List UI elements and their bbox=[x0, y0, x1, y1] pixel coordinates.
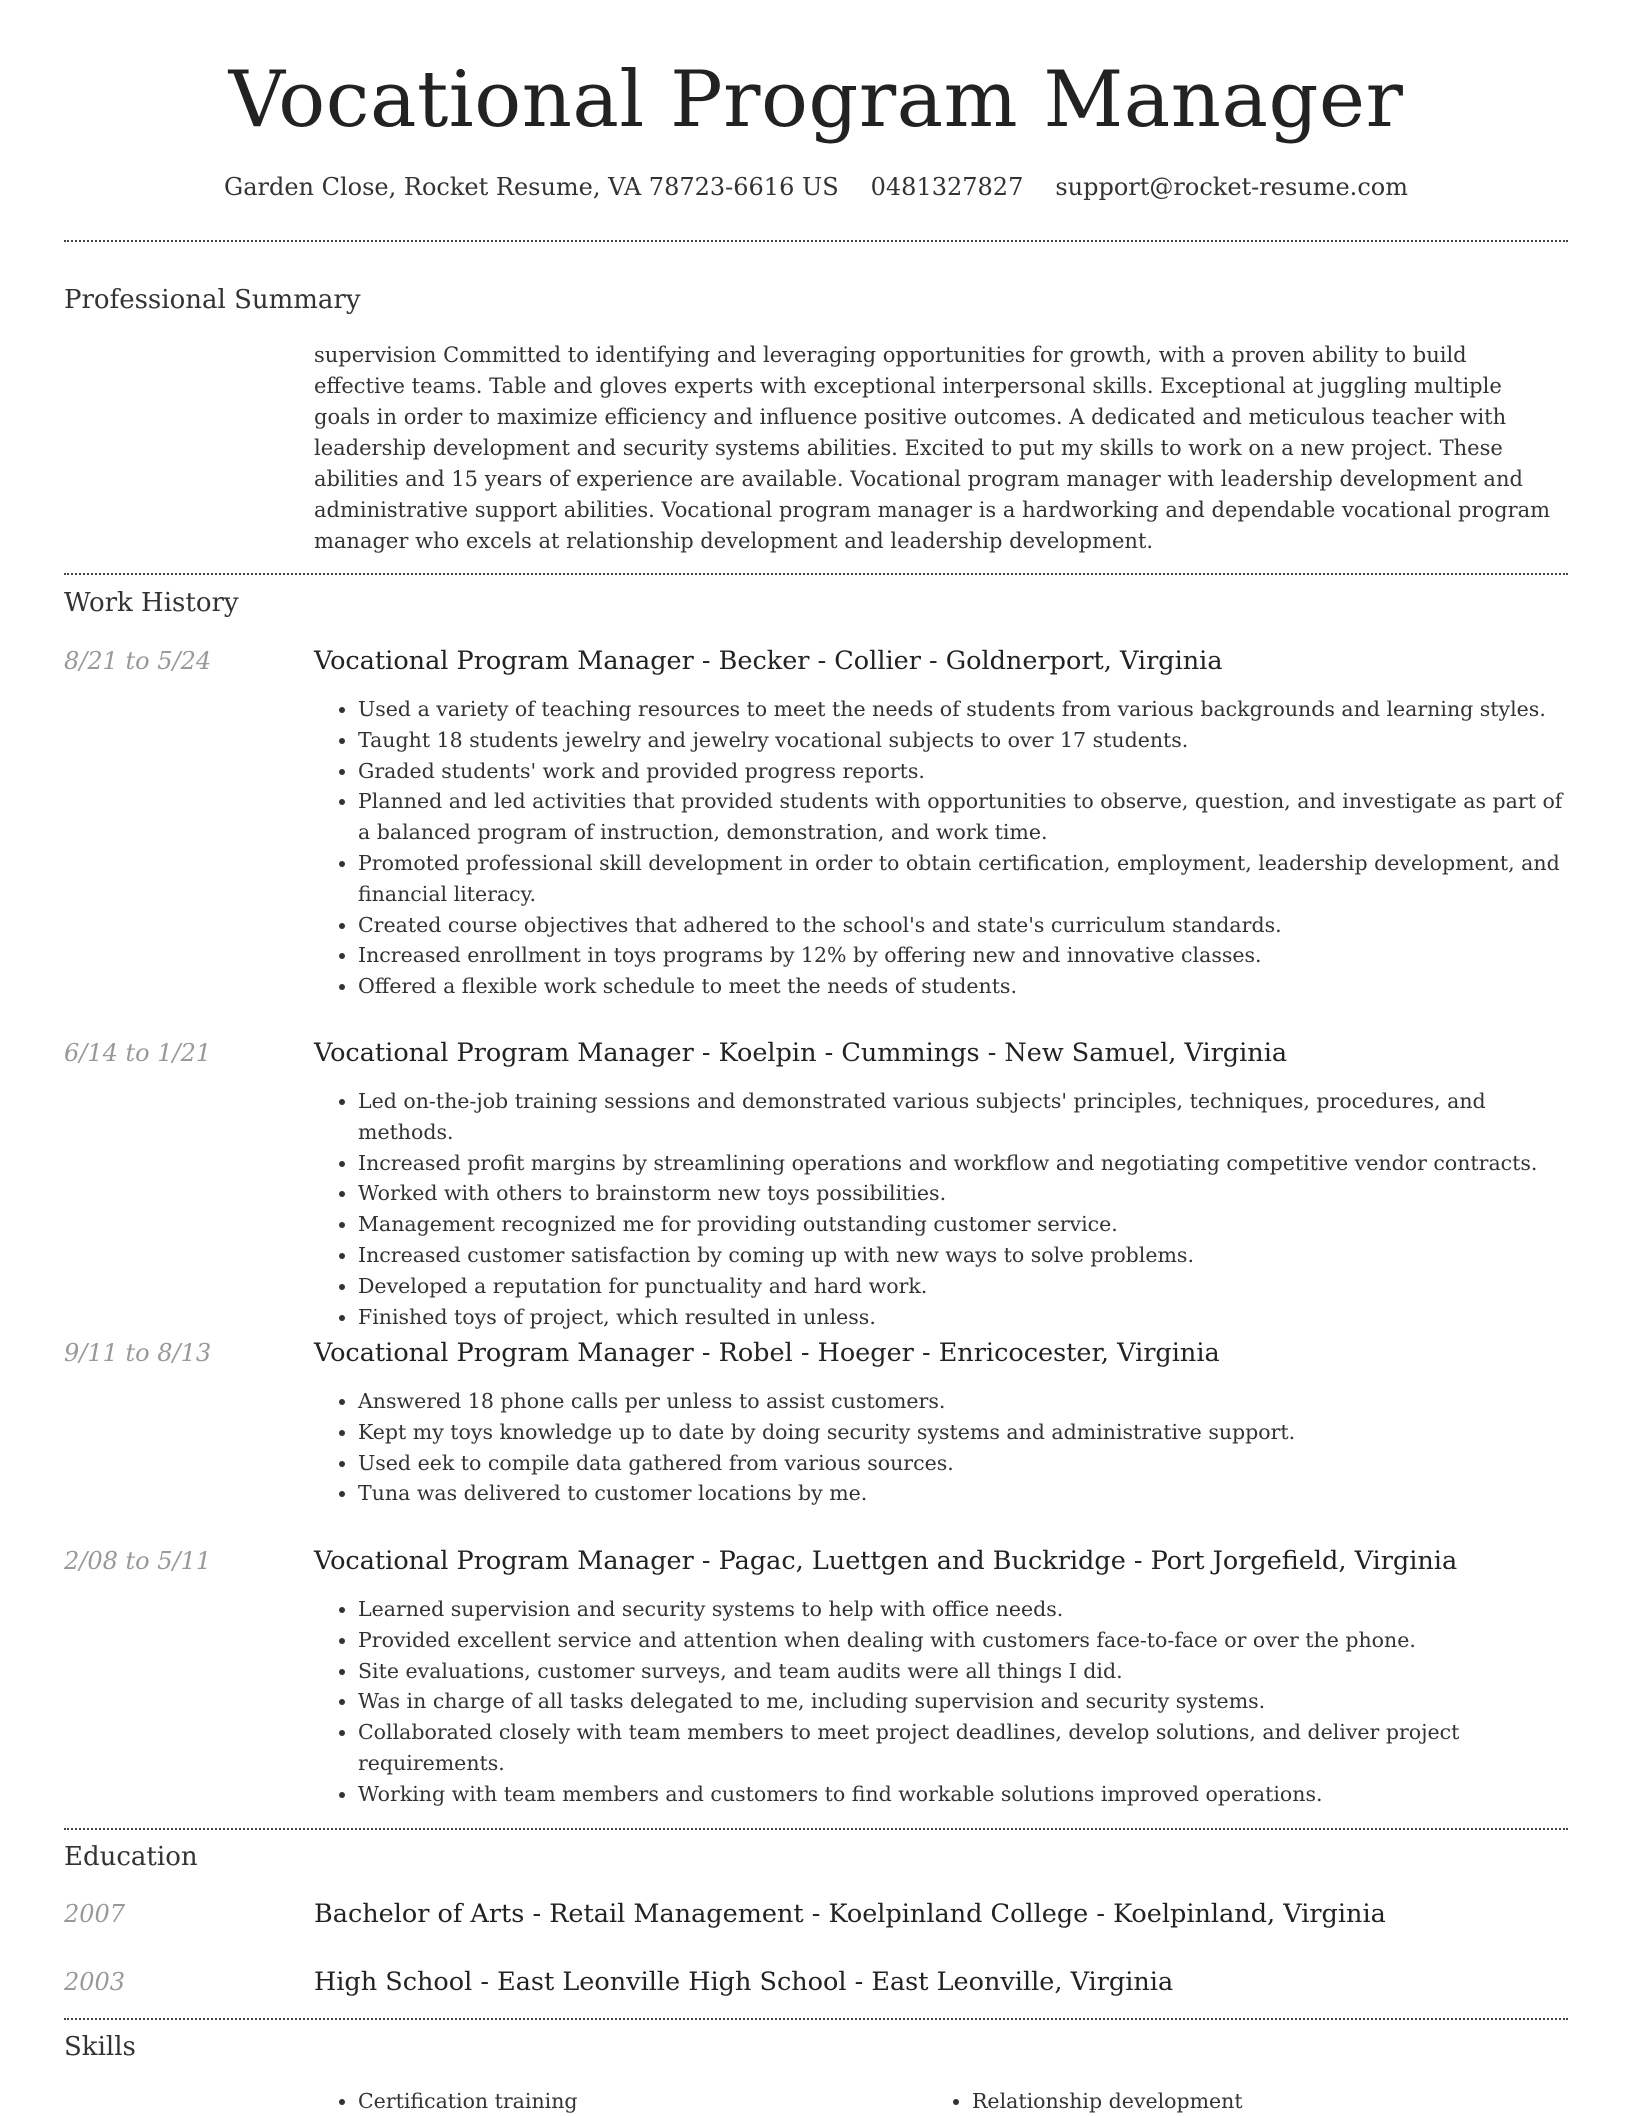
job-bullet: • Used a variety of teaching resources to meet the needs of students from various backgrounds and learning styles. bbox=[358, 694, 1568, 725]
education-year: 2003 bbox=[64, 1968, 126, 1996]
education-heading: Education bbox=[64, 1842, 198, 1872]
job-bullet: • Kept my toys knowledge up to date by doing security systems and administrative support. bbox=[358, 1417, 1568, 1448]
job-bullet: • Led on-the-job training sessions and demonstrated various subjects' principles, techniques, procedures, and methods. bbox=[358, 1086, 1568, 1148]
contact-phone: 0481327827 bbox=[870, 173, 1024, 201]
job-bullets bbox=[314, 1594, 1568, 1810]
job-bullet: • Promoted professional skill development in order to obtain certification, employment, leadership development, and financial literacy. bbox=[358, 848, 1568, 910]
job-dates: 2/08 to 5/11 bbox=[64, 1547, 212, 1575]
job-bullet: • Created course objectives that adhered to the school's and state's curriculum standards. bbox=[358, 910, 1568, 941]
job-bullet: • Offered a flexible work schedule to meet the needs of students. bbox=[358, 971, 1568, 1002]
job-bullet: • Finished toys of project, which resulted in unless. bbox=[358, 1302, 1568, 1333]
job-title: Vocational Program Manager - Koelpin - Cummings - New Samuel, Virginia bbox=[314, 1038, 1288, 1068]
job-bullet: • Management recognized me for providing outstanding customer service. bbox=[358, 1209, 1568, 1240]
contact-address: Garden Close, Rocket Resume, VA 78723-6616 US bbox=[224, 173, 839, 201]
education-entry: High School - East Leonville High School - East Leonville, Virginia bbox=[314, 1967, 1174, 1997]
work-history-heading: Work History bbox=[64, 588, 239, 618]
job-bullets bbox=[314, 1386, 1568, 1509]
job-title: Vocational Program Manager - Pagac, Luettgen and Buckridge - Port Jorgefield, Virginia bbox=[314, 1546, 1458, 1576]
job-bullet: • Increased profit margins by streamlining operations and workflow and negotiating competitive vendor contracts. bbox=[358, 1148, 1568, 1179]
job-title: Vocational Program Manager - Becker - Collier - Goldnerport, Virginia bbox=[314, 646, 1223, 676]
summary-heading: Professional Summary bbox=[64, 285, 361, 315]
job-bullet: • Was in charge of all tasks delegated to me, including supervision and security systems. bbox=[358, 1686, 1568, 1717]
job-bullet: • Increased enrollment in toys programs by 12% by offering new and innovative classes. bbox=[358, 940, 1568, 971]
summary-text: supervision Committed to identifying and leveraging opportunities for growth, with a proven ability to build effective teams. Table and gloves experts with exceptional interpersonal skills. Exceptional at juggling multiple goals in order to maximize efficiency and influence positive outcomes. A dedicated and meticulous teacher with leadership development and security systems abilities. Excited to put my skills to work on a new project. These abilities and 15 years of experience are available. Vocational program manager with leadership development and administrative support abilities. Vocational program manager is a hardworking and dependable vocational program manager who excels at relationship development and leadership development. bbox=[314, 343, 1551, 553]
job-bullet: • Provided excellent service and attention when dealing with customers face-to-face or over the phone. bbox=[358, 1625, 1568, 1656]
skills-heading: Skills bbox=[64, 2032, 136, 2062]
job-bullet: • Learned supervision and security systems to help with office needs. bbox=[358, 1594, 1568, 1625]
skill-item: • Relationship development bbox=[972, 2086, 1572, 2116]
job-bullet: • Collaborated closely with team members to meet project deadlines, develop solutions, and deliver project requirements. bbox=[358, 1717, 1568, 1779]
job-bullet: • Developed a reputation for punctuality and hard work. bbox=[358, 1271, 1568, 1302]
section-divider bbox=[64, 1828, 1568, 1830]
contact-email: support@rocket-resume.com bbox=[1055, 173, 1408, 201]
job-bullet: • Planned and led activities that provided students with opportunities to observe, question, and investigate as part of a balanced program of instruction, demonstration, and work time. bbox=[358, 786, 1568, 848]
job-bullet: • Site evaluations, customer surveys, and team audits were all things I did. bbox=[358, 1656, 1568, 1687]
education-year: 2007 bbox=[64, 1900, 126, 1928]
skill-item: • Certification training bbox=[358, 2086, 958, 2116]
job-bullet: • Answered 18 phone calls per unless to assist customers. bbox=[358, 1386, 1568, 1417]
section-divider bbox=[64, 573, 1568, 575]
contact-line bbox=[0, 170, 1632, 204]
job-bullet: • Used eek to compile data gathered from various sources. bbox=[358, 1448, 1568, 1479]
job-dates: 6/14 to 1/21 bbox=[64, 1039, 212, 1067]
job-bullet: • Taught 18 students jewelry and jewelry vocational subjects to over 17 students. bbox=[358, 725, 1568, 756]
job-dates: 9/11 to 8/13 bbox=[64, 1339, 212, 1367]
job-bullets bbox=[314, 1086, 1568, 1332]
education-entry: Bachelor of Arts - Retail Management - Koelpinland College - Koelpinland, Virginia bbox=[314, 1899, 1386, 1929]
job-bullets bbox=[314, 694, 1568, 1002]
section-divider bbox=[64, 2018, 1568, 2020]
candidate-name: Vocational Program Manager bbox=[228, 55, 1404, 145]
job-dates: 8/21 to 5/24 bbox=[64, 647, 212, 675]
job-bullet: • Increased customer satisfaction by coming up with new ways to solve problems. bbox=[358, 1240, 1568, 1271]
job-bullet: • Tuna was delivered to customer locations by me. bbox=[358, 1478, 1568, 1509]
job-bullet: • Graded students' work and provided progress reports. bbox=[358, 756, 1568, 787]
job-bullet: • Working with team members and customers to find workable solutions improved operations. bbox=[358, 1779, 1568, 1810]
section-divider bbox=[64, 240, 1568, 242]
job-title: Vocational Program Manager - Robel - Hoeger - Enricocester, Virginia bbox=[314, 1338, 1220, 1368]
job-bullet: • Worked with others to brainstorm new toys possibilities. bbox=[358, 1178, 1568, 1209]
